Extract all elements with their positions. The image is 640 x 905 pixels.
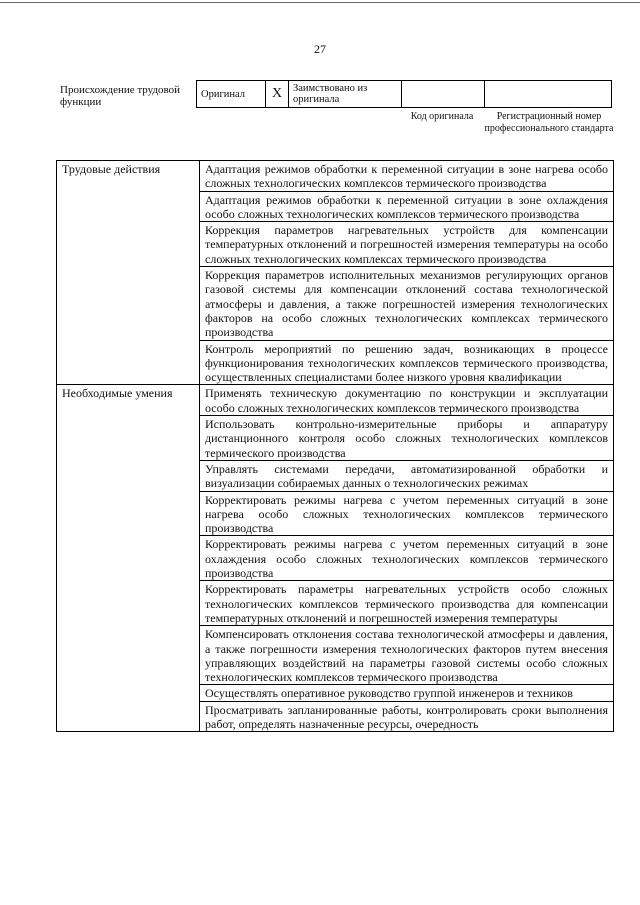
page-number: 27	[314, 42, 326, 56]
skill-item: Компенсировать отклонения состава технологической атмосферы и давления, а также погрешности измерения технологических факторов путем внесения управляющих воздействий на параметры газовой системы особо сложных технологических комплексов термического производства	[200, 626, 614, 685]
origin-table	[196, 80, 612, 108]
action-item: Коррекция параметров исполнительных механизмов регулирующих органов газовой системы для компенсации отклонений состава технологической атмосферы и давления, а также погрешностей измерения технологических факторов на особо сложных технологических комплексах термического производства	[200, 267, 614, 340]
code-cell	[402, 81, 485, 108]
action-item: Контроль мероприятий по решению задач, возникающих в процессе функционирования технологических комплексов термического производства, осуществленных специалистами более низкого уровня квалификации	[200, 340, 614, 385]
reg-caption: Регистрационный номер профессионального стандарта	[484, 111, 614, 134]
section-label-actions: Трудовые действия	[57, 161, 200, 385]
original-cell: Оригинал	[197, 81, 266, 108]
table-row	[57, 161, 614, 192]
skill-item: Корректировать режимы нагрева с учетом переменных ситуаций в зоне охлаждения особо сложных технологических комплексов термического производства	[200, 536, 614, 581]
skill-item: Осуществлять оперативное руководство группой инженеров и техников	[200, 685, 614, 701]
action-item: Адаптация режимов обработки к переменной ситуации в зоне нагрева особо сложных технологических комплексов термического производства	[200, 161, 614, 192]
skill-item: Использовать контрольно-измерительные приборы и аппаратуру дистанционного контроля особо сложных технологических комплексов термического производства	[200, 416, 614, 461]
skill-item: Управлять системами передачи, автоматизированной обработки и визуализации собираемых данных о технологических режимах	[200, 460, 614, 491]
section-label-skills: Необходимые умения	[57, 385, 200, 732]
origin-label: Происхождение трудовой функции	[60, 84, 181, 108]
code-caption: Код оригинала	[410, 111, 474, 122]
table-row	[57, 385, 614, 416]
functions-table	[56, 160, 614, 732]
reg-number-cell	[485, 81, 612, 108]
skill-item: Корректировать режимы нагрева с учетом переменных ситуаций в зоне нагрева особо сложных технологических комплексов термического производства	[200, 491, 614, 536]
borrowed-cell: Заимствовано из оригинала	[289, 81, 402, 108]
original-mark: X	[266, 81, 289, 108]
top-rule	[0, 2, 640, 3]
skill-item: Просматривать запланированные работы, контролировать сроки выполнения работ, определять назначенные ресурсы, очередность	[200, 701, 614, 732]
action-item: Адаптация режимов обработки к переменной ситуации в зоне охлаждения особо сложных технологических комплексов термического производства	[200, 191, 614, 222]
action-item: Коррекция параметров нагревательных устройств для компенсации температурных отклонений и погрешностей измерения температуры на особо сложных технологических комплексах термического производства	[200, 222, 614, 267]
skill-item: Применять техническую документацию по конструкции и эксплуатации особо сложных технологических комплексов термического производства	[200, 385, 614, 416]
skill-item: Корректировать параметры нагревательных устройств особо сложных технологических комплексов термического производства для компенсации температурных отклонений и погрешностей измерения температуры	[200, 581, 614, 626]
